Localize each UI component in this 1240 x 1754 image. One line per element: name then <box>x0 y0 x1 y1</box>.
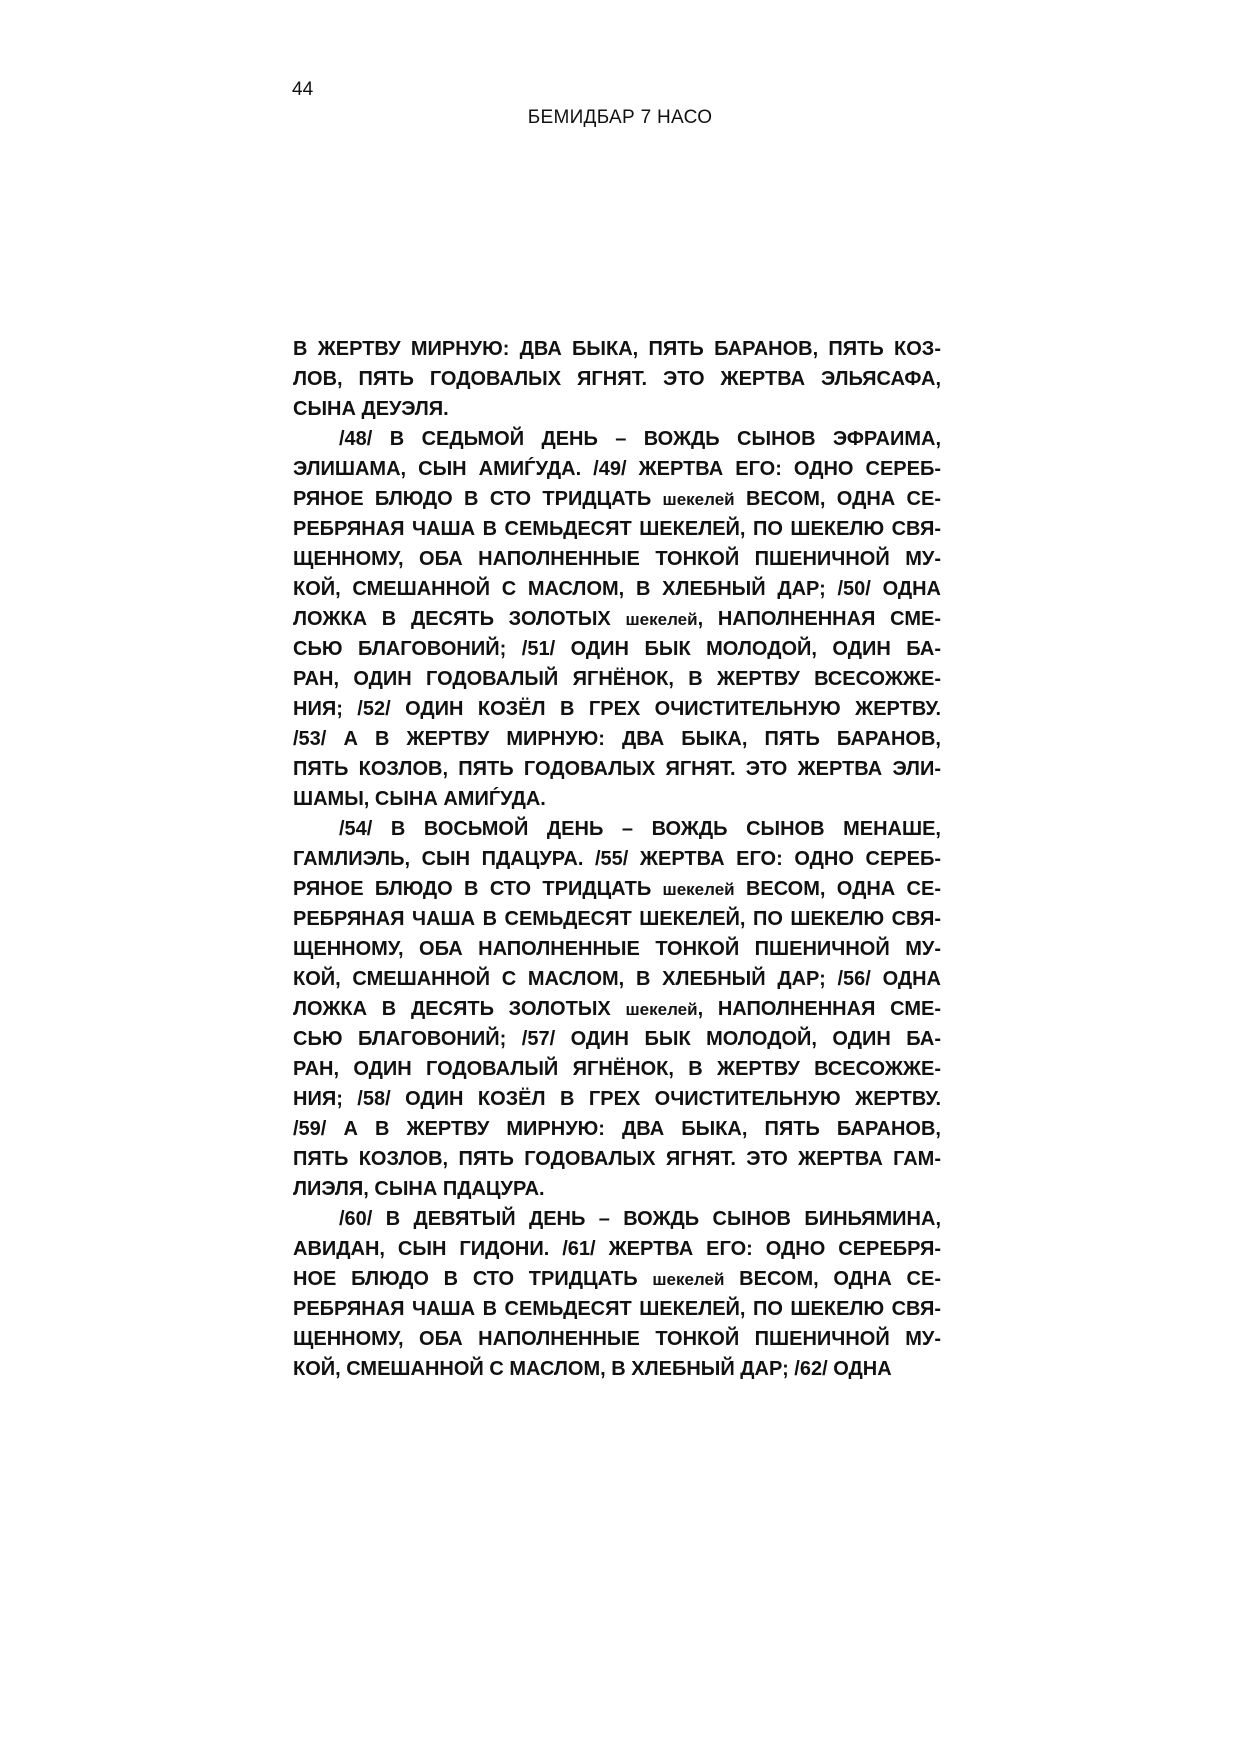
line-segment: РЕБРЯНАЯ ЧАША В СЕМЬДЕСЯТ ШЕКЕЛЕЙ, ПО ШЕКЕЛЮ СВЯ- <box>293 908 941 930</box>
line-segment: СЬЮ БЛАГОВОНИЙ; /51/ ОДИН БЫК МОЛОДОЙ, ОДИН БА- <box>293 638 941 660</box>
text-line <box>293 694 941 724</box>
line-segment: НОЕ БЛЮДО В СТО ТРИДЦАТЬ <box>293 1268 653 1290</box>
line-segment: ЛИЭЛЯ, СЫНА ПДАЦУРА. <box>293 1178 545 1200</box>
line-segment: ЛОВ, ПЯТЬ ГОДОВАЛЫХ ЯГНЯТ. ЭТО ЖЕРТВА ЭЛЬЯСАФА, <box>293 368 941 390</box>
line-segment: РАН, ОДИН ГОДОВАЛЫЙ ЯГНЁНОК, В ЖЕРТВУ ВСЕСОЖЖЕ- <box>293 1058 941 1080</box>
line-segment: ЛОЖКА В ДЕСЯТЬ ЗОЛОТЫХ <box>293 608 626 630</box>
line-segment: РЯНОЕ БЛЮДО В СТО ТРИДЦАТЬ <box>293 878 663 900</box>
unit-word: шекелей <box>652 1270 725 1289</box>
text-line <box>293 364 941 394</box>
line-segment: , НАПОЛНЕННАЯ СМЕ- <box>697 608 941 630</box>
unit-word: шекелей <box>625 1000 698 1019</box>
text-line <box>293 1174 941 1204</box>
line-segment: , НАПОЛНЕННАЯ СМЕ- <box>697 998 941 1020</box>
line-segment: ВЕСОМ, ОДНА СЕ- <box>724 1268 941 1290</box>
line-segment: ВЕСОМ, ОДНА СЕ- <box>734 488 941 510</box>
text-line <box>293 574 941 604</box>
unit-word: шекелей <box>662 880 735 899</box>
text-line <box>293 1114 941 1144</box>
line-segment: /60/ В ДЕВЯТЫЙ ДЕНЬ – ВОЖДЬ СЫНОВ БИНЬЯМИНА, <box>339 1208 941 1230</box>
text-line <box>293 334 941 364</box>
line-segment: РЯНОЕ БЛЮДО В СТО ТРИДЦАТЬ <box>293 488 663 510</box>
text-line <box>293 664 941 694</box>
line-segment: ВЕСОМ, ОДНА СЕ- <box>734 878 941 900</box>
line-segment: ШАМЫ, СЫНА АМИЃУДА. <box>293 788 546 810</box>
line-segment: ЩЕННОМУ, ОБА НАПОЛНЕННЫЕ ТОНКОЙ ПШЕНИЧНОЙ МУ- <box>293 938 941 960</box>
line-segment: ПЯТЬ КОЗЛОВ, ПЯТЬ ГОДОВАЛЫХ ЯГНЯТ. ЭТО ЖЕРТВА ЭЛИ- <box>293 758 941 780</box>
line-segment: /53/ А В ЖЕРТВУ МИРНУЮ: ДВА БЫКА, ПЯТЬ БАРАНОВ, <box>293 728 941 750</box>
text-line <box>293 844 941 874</box>
page-number: 44 <box>292 79 314 100</box>
line-segment: /48/ В СЕДЬМОЙ ДЕНЬ – ВОЖДЬ СЫНОВ ЭФРАИМА, <box>339 428 941 450</box>
text-line <box>293 1354 941 1384</box>
text-line <box>293 634 941 664</box>
paragraph <box>293 424 941 814</box>
text-line <box>293 874 941 904</box>
text-line <box>293 1234 941 1264</box>
text-line <box>293 1144 941 1174</box>
line-segment: РАН, ОДИН ГОДОВАЛЫЙ ЯГНЁНОК, В ЖЕРТВУ ВСЕСОЖЖЕ- <box>293 668 941 690</box>
line-segment: КОЙ, СМЕШАННОЙ С МАСЛОМ, В ХЛЕБНЫЙ ДАР; /56/ ОДНА <box>293 968 941 990</box>
paragraph <box>293 1204 941 1384</box>
paragraph <box>293 334 941 424</box>
text-line <box>293 454 941 484</box>
unit-word: шекелей <box>662 490 735 509</box>
text-line <box>293 964 941 994</box>
body-text <box>293 334 941 1384</box>
paragraph <box>293 814 941 1204</box>
running-header: БЕМИДБАР 7 НАСО <box>527 107 713 128</box>
text-line <box>293 1294 941 1324</box>
text-line <box>293 1204 941 1234</box>
text-line <box>293 424 941 454</box>
line-segment: ЩЕННОМУ, ОБА НАПОЛНЕННЫЕ ТОНКОЙ ПШЕНИЧНОЙ МУ- <box>293 1328 941 1350</box>
text-line <box>293 784 941 814</box>
line-segment: АВИДАН, СЫН ГИДОНИ. /61/ ЖЕРТВА ЕГО: ОДНО СЕРЕБРЯ- <box>293 1238 941 1260</box>
text-line <box>293 514 941 544</box>
unit-word: шекелей <box>625 610 698 629</box>
text-line <box>293 1264 941 1294</box>
text-line <box>293 394 941 424</box>
line-segment: ГАМЛИЭЛЬ, СЫН ПДАЦУРА. /55/ ЖЕРТВА ЕГО: ОДНО СЕРЕБ- <box>293 848 941 870</box>
line-segment: ЭЛИШАМА, СЫН АМИЃУДА. /49/ ЖЕРТВА ЕГО: ОДНО СЕРЕБ- <box>293 458 941 480</box>
line-segment: КОЙ, СМЕШАННОЙ С МАСЛОМ, В ХЛЕБНЫЙ ДАР; /62/ ОДНА <box>293 1358 892 1380</box>
text-line <box>293 724 941 754</box>
text-line <box>293 1054 941 1084</box>
line-segment: ЩЕННОМУ, ОБА НАПОЛНЕННЫЕ ТОНКОЙ ПШЕНИЧНОЙ МУ- <box>293 548 941 570</box>
line-segment: ЛОЖКА В ДЕСЯТЬ ЗОЛОТЫХ <box>293 998 626 1020</box>
text-line <box>293 934 941 964</box>
line-segment: /54/ В ВОСЬМОЙ ДЕНЬ – ВОЖДЬ СЫНОВ МЕНАШЕ, <box>339 818 941 840</box>
text-line <box>293 814 941 844</box>
text-line <box>293 484 941 514</box>
text-line <box>293 904 941 934</box>
line-segment: В ЖЕРТВУ МИРНУЮ: ДВА БЫКА, ПЯТЬ БАРАНОВ, ПЯТЬ КОЗ- <box>293 338 941 360</box>
text-line <box>293 1324 941 1354</box>
line-segment: РЕБРЯНАЯ ЧАША В СЕМЬДЕСЯТ ШЕКЕЛЕЙ, ПО ШЕКЕЛЮ СВЯ- <box>293 518 941 540</box>
text-line <box>293 604 941 634</box>
text-line <box>293 1084 941 1114</box>
text-line <box>293 1024 941 1054</box>
line-segment: СЬЮ БЛАГОВОНИЙ; /57/ ОДИН БЫК МОЛОДОЙ, ОДИН БА- <box>293 1028 941 1050</box>
line-segment: СЫНА ДЕУЭЛЯ. <box>293 398 449 420</box>
line-segment: ПЯТЬ КОЗЛОВ, ПЯТЬ ГОДОВАЛЫХ ЯГНЯТ. ЭТО ЖЕРТВА ГАМ- <box>293 1148 941 1170</box>
text-line <box>293 754 941 784</box>
line-segment: /59/ А В ЖЕРТВУ МИРНУЮ: ДВА БЫКА, ПЯТЬ БАРАНОВ, <box>293 1118 941 1140</box>
line-segment: НИЯ; /52/ ОДИН КОЗЁЛ В ГРЕХ ОЧИСТИТЕЛЬНУЮ ЖЕРТВУ. <box>293 698 941 720</box>
text-line <box>293 994 941 1024</box>
line-segment: КОЙ, СМЕШАННОЙ С МАСЛОМ, В ХЛЕБНЫЙ ДАР; /50/ ОДНА <box>293 578 941 600</box>
line-segment: РЕБРЯНАЯ ЧАША В СЕМЬДЕСЯТ ШЕКЕЛЕЙ, ПО ШЕКЕЛЮ СВЯ- <box>293 1298 941 1320</box>
text-line <box>293 544 941 574</box>
line-segment: НИЯ; /58/ ОДИН КОЗЁЛ В ГРЕХ ОЧИСТИТЕЛЬНУЮ ЖЕРТВУ. <box>293 1088 941 1110</box>
